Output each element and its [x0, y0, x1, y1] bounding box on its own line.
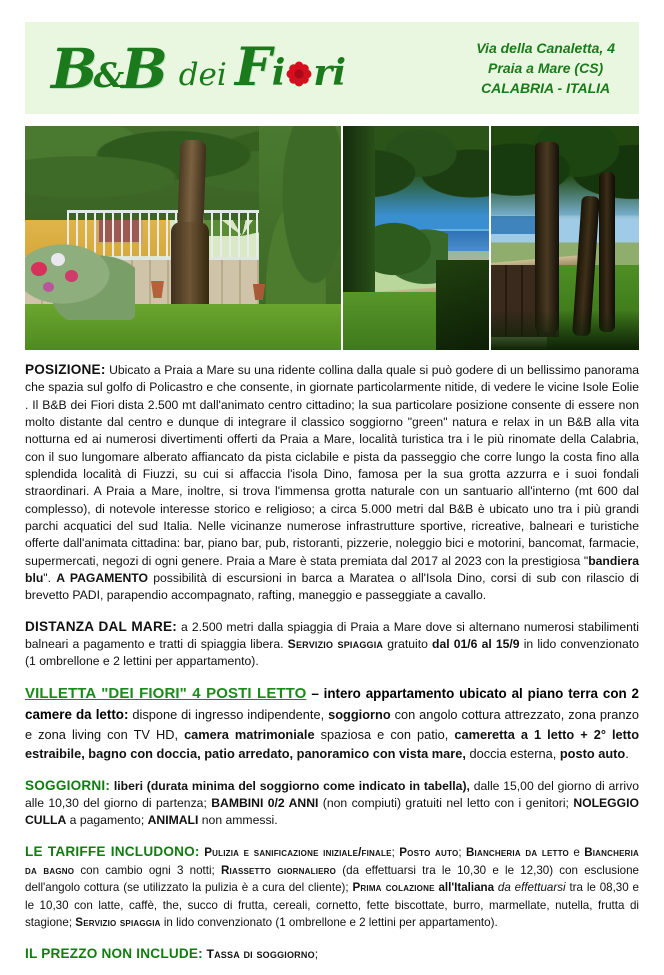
logo — [51, 35, 347, 101]
a-pagamento: A PAGAMENTO — [56, 570, 148, 585]
address-block — [476, 38, 625, 99]
posizione-body-2: ". — [43, 570, 57, 585]
soggiorni-bold-1: liberi (durata minima del soggiorno come indicato in tabella), — [110, 778, 470, 793]
villetta-camera-matrimoniale: camera matrimoniale — [184, 727, 315, 743]
logo-i: i — [271, 52, 286, 94]
logo-ampersand: & — [93, 56, 125, 96]
bandiera-blu: bandiera blu — [25, 553, 639, 585]
distanza-body: a 2.500 metri dalla spiaggia di Praia a Mare dove si alternano numerosi stabilimenti balneari a pagamento e tratti di spiaggia libera. — [25, 619, 639, 651]
tariffe-riassetto: Riassetto giornaliero — [220, 863, 337, 877]
villetta-body-2: con angolo cottura attrezzato, zona pranzo e zona living con TV HD, — [25, 707, 639, 743]
tariffe-effettuarsi: da effettuarsi — [494, 881, 566, 895]
red-flower-icon — [286, 61, 312, 87]
soggiorni-bambini: BAMBINI 0/2 ANNI — [211, 795, 319, 810]
tariffe-sep-1: ; — [391, 845, 400, 859]
villetta-subheading: – intero appartamento ubicato al piano terra con 2 camere da letto: — [25, 685, 639, 723]
servizio-spiaggia-label: Servizio spiaggia — [287, 636, 384, 651]
section-posizione — [25, 360, 639, 605]
tariffe-biancheria-bagno: Biancheria da bagno — [25, 845, 640, 877]
villetta-body-3: spaziosa e con patio, — [314, 727, 455, 743]
tariffe-sep-2: ; — [458, 845, 466, 859]
distanza-body-3: in lido convenzionato (1 ombrellone e 2 lettini per appartamento). — [25, 636, 640, 669]
logo-ri: ri — [313, 52, 347, 94]
tariffe-body-5: in lido convenzionato (1 ombrellone e 2 lettini per appartamento). — [160, 916, 498, 930]
soggiorni-body-2: (non compiuti) gratuiti nel letto con i genitori; — [318, 795, 574, 810]
prezzo-heading: IL PREZZO NON INCLUDE: — [25, 945, 203, 961]
soggiorni-body-1: dalle 15,00 del giorno di arrivo alle 10,30 del giorno di partenza; — [25, 778, 639, 810]
photo-strip — [25, 126, 639, 350]
logo-dei: dei — [178, 56, 227, 93]
tariffe-body-3: (da effettuarsi tra le 10,30 e le 12,30) con esclusione dell'angolo cottura (se utilizzato la pulizia è a cura del cliente); — [25, 863, 639, 895]
posizione-body: Ubicato a Praia a Mare su una ridente collina dalla quale si può godere di un bellissimo panorama che spazia sul golfo di Policastro e che consente, in giornate particolarmente nitide, di vedere le vicine Isole Eolie . Il B&B dei Fiori dista 2.500 mt dall'animato centro cittadino; la sua particolare posizione consente di essere non molto distante dal centro e dunque di integrare il classico soggiorno "green" natura e relax in un B&B alla vita notturna ed ai numerosi divertimenti offerti da Praia a Mare, località turistica tra i le più rinomate della Calabria, con il suo lungomare alberato affiancato da pista ciclabile e pista da passeggio che corre lungo la costa fino alla splendida località di Fiuzzi, su cui si affaccia l'isola Dino, famosa per la sua grotta azzurra e i suoi fondali straordinari. A Praia a Mare, inoltre, si trova l'immensa grotta naturale con un santuario all'interno (mt 600 dal complesso), di notevole interesse storico e religioso; a circa 5.000 metri dal B&B è ubicato uno tra i più grandi parchi acquatici del sud Italia. Nelle vicinanze numerose infrastrutture sportive, ricreative, balneari e turistiche offerte dall'animata cittadina: bar, piano bar, pub, ristoranti, pizzerie, noleggio bici e motorini, bancomat, farmacie, supermercati, negozi di ogni genere. Praia a Mare è stata premiata dal 2017 al 2023 con la prestigiosa " — [25, 363, 639, 568]
section-soggiorni — [25, 776, 639, 830]
address-line-1: Via della Canaletta, 4 — [476, 39, 615, 56]
logo-b-first: B — [51, 35, 97, 101]
soggiorni-body-3: a pagamento; — [66, 813, 148, 828]
photo-olive-trees — [491, 126, 639, 350]
section-villetta — [25, 683, 639, 764]
address-line-3: CALABRIA - ITALIA — [481, 80, 611, 97]
tariffe-prima-colazione: Prima colazione — [352, 881, 435, 895]
distanza-dates: dal 01/6 al 15/9 — [432, 636, 520, 651]
prezzo-body: ; — [314, 946, 319, 961]
section-tariffe — [25, 842, 639, 932]
tariffe-pulizia: Pulizia e sanificazione iniziale/finale — [199, 845, 392, 859]
section-prezzo-non-include — [25, 944, 639, 963]
tariffe-biancheria-letto: Biancheria da letto — [465, 845, 569, 859]
villetta-cameretta: cameretta a 1 letto + 2° letto estraibile, bagno con doccia, patio arredato, panoramico con vista mare, — [25, 727, 640, 762]
tariffe-body-4: tra le 08,30 e le 10,30 con latte, caffè, the, succo di frutta, cereali, cornetto, fette biscottate, burro, marmellate, nutella, frutta di stagione; — [25, 881, 640, 930]
soggiorni-animali: ANIMALI — [147, 813, 199, 828]
tariffe-body-2: con cambio ogni 3 notti; — [74, 863, 221, 877]
villetta-body-1: dispone di ingresso indipendente, — [128, 707, 329, 723]
posizione-heading: POSIZIONE: — [25, 362, 106, 377]
address-line-2: Praia a Mare (CS) — [488, 59, 604, 76]
brochure-content — [25, 360, 639, 975]
logo-b-second: B — [121, 35, 167, 101]
tariffe-servizio-spiaggia: Servizio spiaggia — [75, 916, 161, 930]
villetta-posto-auto: posto auto — [559, 746, 626, 762]
soggiorni-body-4: non ammessi. — [198, 813, 278, 828]
header-banner — [25, 22, 639, 114]
posizione-body-3: possibilità di escursioni in barca a Maratea o all'Isola Dino, corsi di sub con rilascio di brevetto PADI, parapendio accompagnato, rafting, maneggio e passeggiate a cavallo. — [25, 570, 639, 603]
soggiorni-heading: SOGGIORNI: — [25, 777, 111, 793]
section-distanza — [25, 617, 639, 671]
soggiorni-noleggio-culla: NOLEGGIO CULLA — [25, 795, 640, 828]
tariffe-heading: LE TARIFFE INCLUDONO: — [25, 843, 200, 859]
tariffe-italiana: all'Italiana — [434, 881, 495, 895]
tariffe-posto-auto: Posto auto — [399, 845, 459, 859]
villetta-heading: VILLETTA "DEI FIORI" 4 POSTI LETTO — [25, 684, 307, 702]
logo-f: F — [234, 37, 272, 98]
distanza-heading: DISTANZA DAL MARE: — [25, 618, 177, 634]
photo-sea-view — [343, 126, 489, 350]
villetta-body-4: doccia esterna, — [465, 746, 560, 762]
prezzo-tassa-soggiorno: Tassa di soggiorno — [202, 946, 315, 961]
photo-garden — [25, 126, 341, 350]
tariffe-body-1: e — [568, 845, 585, 859]
distanza-body-2: gratuito — [383, 636, 433, 651]
villetta-soggiorno: soggiorno — [328, 707, 391, 723]
villetta-body-5: . — [625, 746, 629, 762]
